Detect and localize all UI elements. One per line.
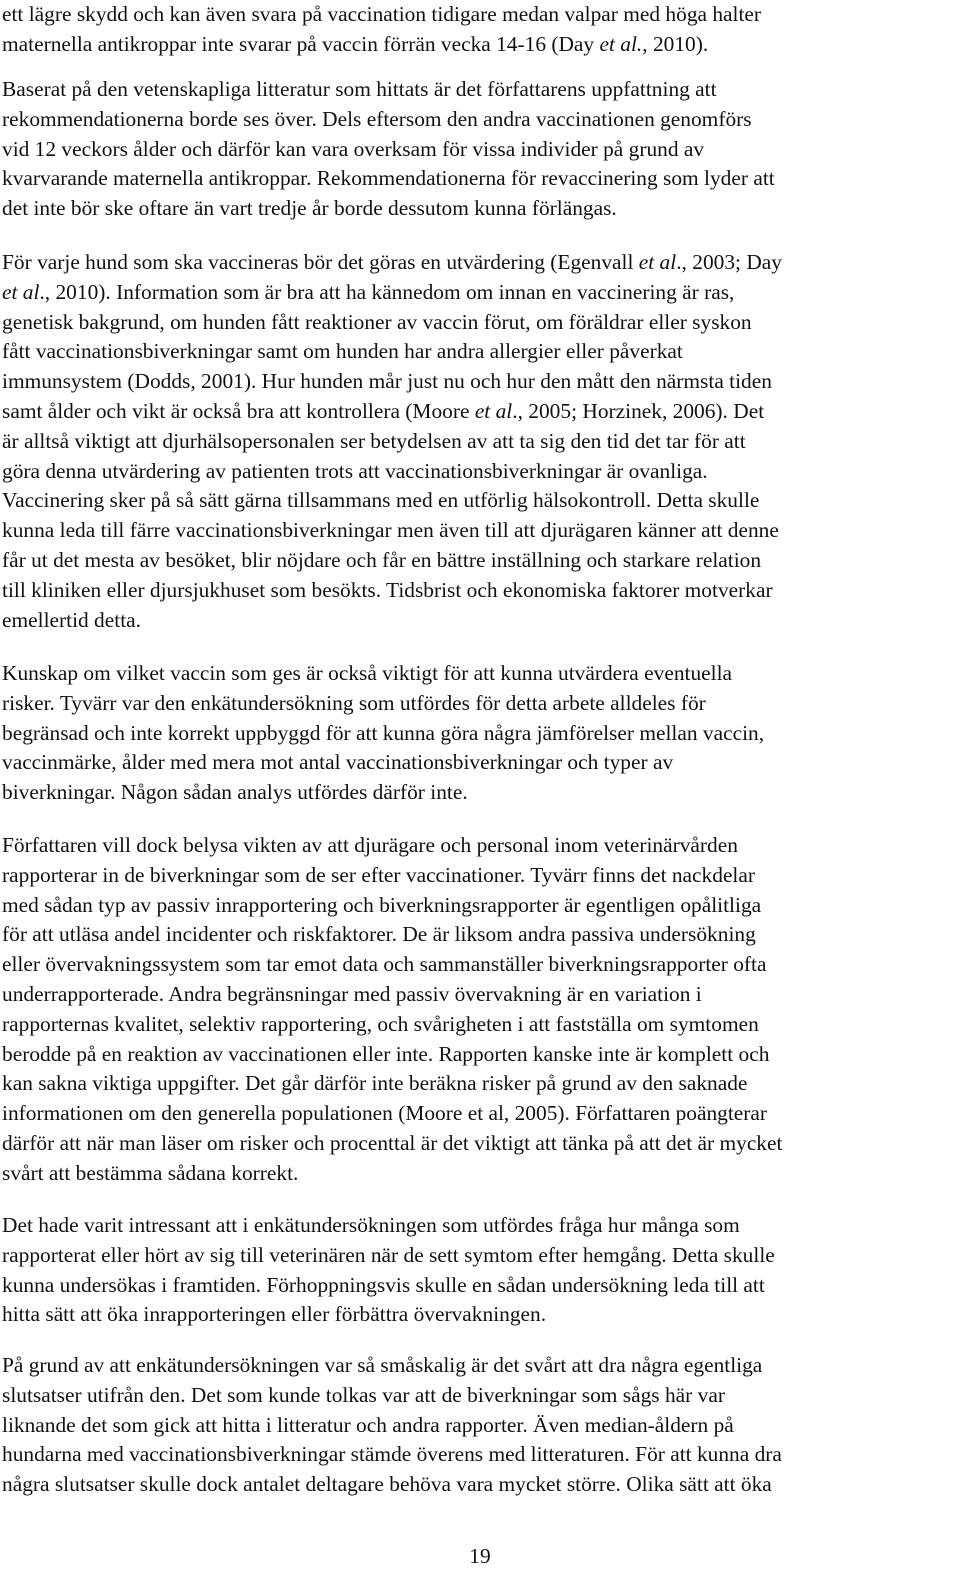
text-segment: biverkningar. Någon sådan analys utfördes därför inte. <box>2 780 468 805</box>
paragraph <box>2 0 761 60</box>
text-segment: svårt att bestämma sådana korrekt. <box>2 1160 299 1185</box>
text-line <box>2 486 782 516</box>
text-line <box>2 1129 782 1159</box>
text-line <box>2 950 782 980</box>
text-line <box>2 30 761 60</box>
text-line <box>2 337 782 367</box>
text-segment: Vaccinering sker på så sätt gärna tillsammans med en utförlig hälsokontroll. Detta skulle <box>2 488 760 513</box>
text-line <box>2 75 775 105</box>
text-segment: rapporterar in de biverkningar som de ser efter vaccinationer. Tyvärr finns det nackdelar <box>2 862 755 887</box>
text-segment: liknande det som gick att hitta i litteratur och andra rapporter. Även median-åldern på <box>2 1412 734 1437</box>
text-segment: maternella antikroppar inte svarar på vaccin förrän vecka 14-16 (Day <box>2 31 600 56</box>
text-line <box>2 278 782 308</box>
italic-text: et al <box>638 250 677 274</box>
text-segment: därför att när man läser om risker och procenttal är det viktigt att tänka på att det är mycket <box>2 1130 783 1155</box>
text-segment: med sådan typ av passiv inrapportering och biverkningsrapporter är egentligen opålitliga <box>2 892 762 917</box>
text-segment: informationen om den generella populationen (Moore et al, 2005). Författaren poängterar <box>2 1101 768 1126</box>
text-line <box>2 397 782 427</box>
text-line <box>2 891 782 921</box>
text-segment: kunna undersökas i framtiden. Förhoppningsvis skulle en sådan undersökning leda till att <box>2 1272 765 1297</box>
text-segment: vaccinmärke, ålder med mera mot antal vaccinationsbiverkningar och typer av <box>2 750 674 775</box>
text-segment: hitta sätt att öka inrapporteringen eller förbättra övervakningen. <box>2 1302 547 1327</box>
text-segment: emellertid detta. <box>2 607 141 632</box>
text-line <box>2 831 782 861</box>
text-segment: eller övervakningssystem som tar emot data och sammanställer biverkningsrapporter ofta <box>2 952 767 977</box>
paragraph <box>2 659 764 808</box>
text-line <box>2 1470 782 1500</box>
text-line <box>2 606 782 636</box>
text-segment: kan sakna viktiga uppgifter. Det går därför inte beräkna risker på grund av den saknade <box>2 1071 748 1096</box>
text-line <box>2 1040 782 1070</box>
paragraph <box>2 1211 775 1330</box>
text-segment: till kliniken eller djursjukhuset som besökts. Tidsbrist och ekonomiska faktorer motverkar <box>2 577 773 602</box>
text-line <box>2 1271 775 1301</box>
text-segment: kunna leda till färre vaccinationsbiverkningar men även till att djurägaren känner att denne <box>2 518 779 543</box>
text-segment: det inte bör ske oftare än vart tredje år borde dessutom kunna förlängas. <box>2 196 617 221</box>
text-segment: vid 12 veckors ålder och därför kan vara overksam för vissa individer på grund av <box>2 136 705 161</box>
text-line <box>2 1010 782 1040</box>
text-line <box>2 546 782 576</box>
text-segment: rapporternas kvalitet, selektiv rapportering, och svårigheten i att fastställa om symtomen <box>2 1011 759 1036</box>
text-line <box>2 516 782 546</box>
text-segment: På grund av att enkätundersökningen var så småskalig är det svårt att dra några egentliga <box>2 1353 763 1377</box>
text-segment: risker. Tyvärr var den enkätundersökning som utfördes för detta arbete alldeles för <box>2 690 706 715</box>
text-line <box>2 1440 782 1470</box>
text-line <box>2 778 764 808</box>
text-line <box>2 1099 782 1129</box>
text-segment: Det hade varit intressant att i enkätundersökningen som utfördes fråga hur många som <box>2 1213 740 1237</box>
text-line <box>2 1300 775 1330</box>
text-segment: begränsad och inte korrekt uppbyggd för att kunna göra några jämförelser mellan vaccin, <box>2 720 765 745</box>
text-segment: genetisk bakgrund, om hunden fått reaktioner av vaccin förut, om föräldrar eller syskon <box>2 309 752 334</box>
text-segment: samt ålder och vikt är också bra att kontrollera (Moore <box>2 398 475 423</box>
text-line <box>2 0 761 30</box>
text-segment: får ut det mesta av besöket, blir nöjdare och får en bättre inställning och starkare relation <box>2 547 762 572</box>
text-segment: för att utläsa andel incidenter och riskfaktorer. De är liksom andra passiva undersökning <box>2 922 756 947</box>
text-line <box>2 1069 782 1099</box>
text-line <box>2 689 764 719</box>
text-segment: göra denna utvärdering av patienten trots att vaccinationsbiverkningar är ovanliga. <box>2 458 708 483</box>
text-segment: ett lägre skydd och kan även svara på vaccination tidigare medan valpar med höga halter <box>2 2 762 26</box>
text-line <box>2 861 782 891</box>
text-segment: underrapporterade. Andra begränsningar med passiv övervakning är en variation i <box>2 981 702 1006</box>
text-segment: hundarna med vaccinationsbiverkningar stämde överens med litteraturen. För att kunna dra <box>2 1442 782 1467</box>
text-line <box>2 135 775 165</box>
text-line <box>2 1159 782 1189</box>
text-segment: några slutsatser skulle dock antalet deltagare behöva vara mycket större. Olika sätt att öka <box>2 1472 772 1497</box>
text-line <box>2 1381 782 1411</box>
italic-text: et al <box>2 279 40 304</box>
text-line <box>2 105 775 135</box>
text-line <box>2 1411 782 1441</box>
text-line <box>2 1211 775 1241</box>
text-segment: , 2010). <box>642 31 709 56</box>
text-segment: Kunskap om vilket vaccin som ges är också viktigt för att kunna utvärdera eventuella <box>2 661 733 685</box>
paragraph <box>2 75 775 224</box>
text-segment: rekommendationerna borde ses över. Dels eftersom den andra vaccinationen genomförs <box>2 106 752 131</box>
text-line <box>2 920 782 950</box>
text-segment: slutsatser utifrån den. Det som kunde tolkas var att de biverkningar som sågs här var <box>2 1382 725 1407</box>
paragraph <box>2 248 782 635</box>
text-line <box>2 576 782 606</box>
text-line <box>2 367 782 397</box>
text-line <box>2 308 782 338</box>
paragraph <box>2 1351 782 1500</box>
text-segment: immunsystem (Dodds, 2001). Hur hunden mår just nu och hur den mått den närmsta tiden <box>2 369 772 394</box>
text-line <box>2 427 782 457</box>
italic-text: et al <box>474 398 513 423</box>
text-segment: rapporterat eller hört av sig till veterinären när de sett symtom efter hemgång. Detta skulle <box>2 1242 775 1267</box>
text-segment: Baserat på den vetenskapliga litteratur som hittats är det författarens uppfattning att <box>2 77 717 101</box>
paragraph <box>2 831 782 1189</box>
text-line <box>2 164 775 194</box>
text-segment: ., 2010). Information som är bra att ha kännedom om innan en vaccinering är ras, <box>39 279 735 304</box>
text-line <box>2 248 782 278</box>
text-line <box>2 1241 775 1271</box>
text-line <box>2 719 764 749</box>
text-line <box>2 457 782 487</box>
text-line <box>2 659 764 689</box>
text-segment: kvarvarande maternella antikroppar. Rekommendationerna för revaccinering som lyder att <box>2 166 775 191</box>
text-line <box>2 748 764 778</box>
text-segment: För varje hund som ska vaccineras bör det göras en utvärdering (Egenvall <box>2 250 639 274</box>
text-segment: berodde på en reaktion av vaccinationen eller inte. Rapporten kanske inte är komplett och <box>2 1041 770 1066</box>
text-segment: Författaren vill dock belysa vikten av att djurägare och personal inom veterinärvården <box>2 833 738 857</box>
text-segment: fått vaccinationsbiverkningar samt om hunden har andra allergier eller påverkat <box>2 339 683 364</box>
text-segment: är alltså viktigt att djurhälsopersonalen ser betydelsen av att ta sig den tid det tar för att <box>2 428 746 453</box>
text-line <box>2 194 775 224</box>
text-segment: ., 2003; Day <box>676 250 782 274</box>
text-line <box>2 1351 782 1381</box>
text-segment: ., 2005; Horzinek, 2006). Det <box>512 398 765 423</box>
page-number: 19 <box>469 1544 491 1568</box>
text-line <box>2 980 782 1010</box>
italic-text: et al. <box>599 31 643 56</box>
